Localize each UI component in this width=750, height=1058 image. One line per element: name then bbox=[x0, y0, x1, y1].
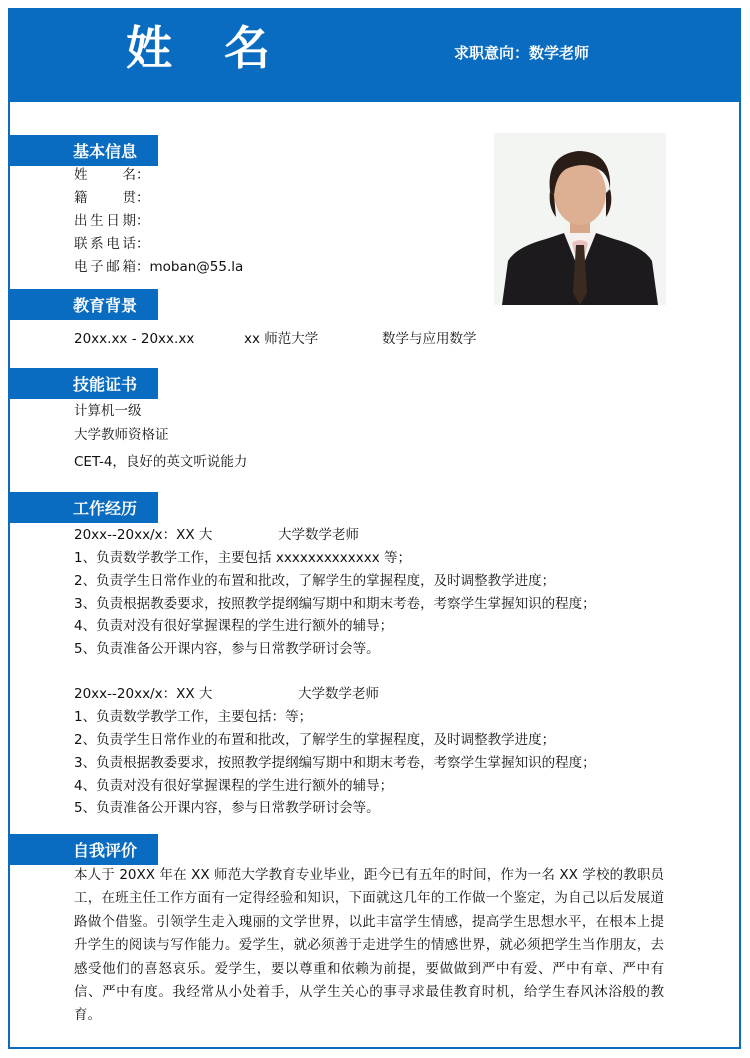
info-label: 出生日期 bbox=[74, 213, 136, 229]
job-duty: 5、负责准备公开课内容，参与日常教学研讨会等。 bbox=[74, 641, 380, 657]
info-row-hometown: 籍贯： bbox=[74, 190, 150, 206]
section-heading-skills: 技能证书 bbox=[10, 368, 158, 399]
info-label: 姓名 bbox=[74, 167, 136, 183]
education-school: xx 师范大学 bbox=[244, 331, 319, 347]
job-position: 大学数学老师 bbox=[298, 686, 379, 702]
info-label: 电子邮箱 bbox=[74, 259, 136, 275]
section-heading-education: 教育背景 bbox=[10, 289, 158, 320]
job-header: 20xx--20xx/x：XX 大 bbox=[74, 686, 213, 702]
info-row-name: 姓名： bbox=[74, 167, 150, 183]
job-header: 20xx--20xx/x：XX 大 bbox=[74, 527, 213, 543]
job-duty: 2、负责学生日常作业的布置和批改，了解学生的掌握程度，及时调整教学进度； bbox=[74, 732, 556, 748]
job-duty: 1、负责数学教学工作，主要包括：等； bbox=[74, 709, 313, 725]
job-duty: 2、负责学生日常作业的布置和批改，了解学生的掌握程度，及时调整教学进度； bbox=[74, 573, 556, 589]
section-heading-work: 工作经历 bbox=[10, 492, 158, 523]
job-duty: 3、负责根据教委要求，按照教学提纲编写期中和期末考卷，考察学生掌握知识的程度； bbox=[74, 596, 596, 612]
info-row-birthdate: 出生日期： bbox=[74, 213, 150, 229]
education-period: 20xx.xx - 20xx.xx bbox=[74, 331, 195, 347]
skill-item: CET-4，良好的英文听说能力 bbox=[74, 454, 248, 470]
skill-item: 大学教师资格证 bbox=[74, 427, 169, 443]
job-duty: 5、负责准备公开课内容，参与日常教学研讨会等。 bbox=[74, 800, 380, 816]
skill-item: 计算机一级 bbox=[74, 403, 142, 419]
job-duty: 4、负责对没有很好掌握课程的学生进行额外的辅导； bbox=[74, 778, 394, 794]
job-duty: 4、负责对没有很好掌握课程的学生进行额外的辅导； bbox=[74, 618, 394, 634]
info-value-email: moban@55.la bbox=[149, 259, 244, 275]
info-row-email: 电子邮箱：moban@55.la bbox=[74, 259, 244, 275]
portrait-photo bbox=[494, 133, 666, 305]
education-major: 数学与应用数学 bbox=[382, 331, 477, 347]
job-position: 大学数学老师 bbox=[278, 527, 359, 543]
job-intent: 求职意向：数学老师 bbox=[454, 44, 590, 62]
section-heading-self-eval: 自我评价 bbox=[10, 834, 158, 865]
header-banner bbox=[9, 9, 740, 102]
job-duty: 1、负责数学教学工作，主要包括 xxxxxxxxxxxxx 等； bbox=[74, 550, 412, 566]
section-heading-basic-info: 基本信息 bbox=[10, 135, 158, 166]
info-row-phone: 联系电话： bbox=[74, 236, 150, 252]
info-label: 联系电话 bbox=[74, 236, 136, 252]
job-duty: 3、负责根据教委要求，按照教学提纲编写期中和期末考卷，考察学生掌握知识的程度； bbox=[74, 755, 596, 771]
candidate-name: 姓 名 bbox=[126, 21, 289, 75]
self-eval-text: 本人于 20XX 年在 XX 师范大学教育专业毕业，距今已有五年的时间，作为一名 XX 学校的教职员工，在班主任工作方面有一定得经验和知识，下面就这几年的工作做一个鉴定，为自己以后发展道路做个借鉴。引领学生走入瑰丽的文学世界，以此丰富学生情感，提高学生思想水平，在根本上提升学生的阅读与写作能力。爱学生，就必须善于走进学生的情感世界，就必须把学生当作朋友，去感受他们的喜怒哀乐。爱学生，要以尊重和依赖为前提，要做做到严中有爱、严中有章、严中有信、严中有度。我经常从小处着手，从学生关心的事寻求最佳教育时机，给学生春风沐浴般的教育。 bbox=[74, 867, 664, 1024]
info-label: 籍贯 bbox=[74, 190, 136, 206]
person-portrait-icon bbox=[494, 133, 666, 305]
